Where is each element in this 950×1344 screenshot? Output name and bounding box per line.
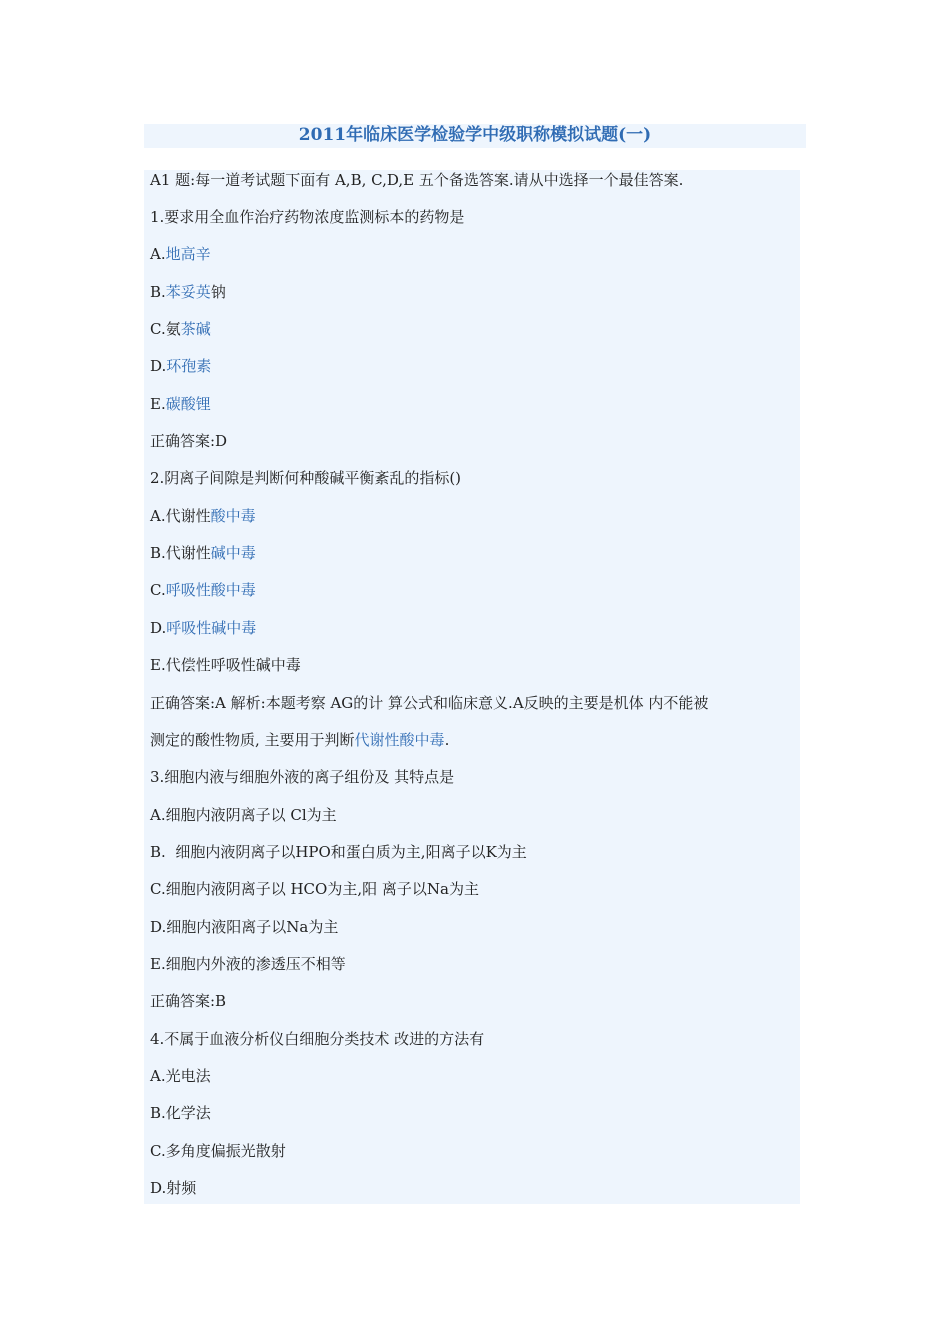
q1-option-a — [150, 243, 211, 265]
q1-option-b — [150, 281, 226, 303]
q3-answer: 正确答案:B — [150, 992, 227, 1010]
question-1-stem: 1.要求用全血作治疗药物浓度监测标本的药物是 — [150, 208, 465, 226]
link-respiratory-alkalosis[interactable]: 呼吸性碱中毒 — [166, 619, 257, 637]
link-theophylline[interactable]: 茶碱 — [180, 320, 211, 338]
q2-answer-line-2-prefix: 测定的酸性物质, 主要用于判断 — [150, 731, 355, 749]
q3-option-e: E.细胞内外液的渗透压不相等 — [150, 955, 346, 973]
q3-option-c: C.细胞内液阴离子以 HCO为主,阳 离子以Na为主 — [150, 880, 479, 898]
q1-option-e-prefix: E. — [150, 395, 166, 413]
link-alkalosis[interactable]: 碱中毒 — [210, 544, 256, 562]
q2-option-d-prefix: D. — [150, 619, 167, 637]
q4-option-a: A.光电法 — [150, 1067, 211, 1085]
link-respiratory-acidosis[interactable]: 呼吸性酸中毒 — [165, 581, 256, 599]
q4-option-c: C.多角度偏振光散射 — [150, 1142, 286, 1160]
link-cyclosporine[interactable]: 环孢素 — [166, 357, 212, 375]
q1-option-c-prefix: C.氨 — [150, 320, 181, 338]
q3-option-a: A.细胞内液阴离子以 Cl为主 — [150, 806, 337, 824]
q2-option-c-prefix: C. — [150, 581, 166, 599]
q2-answer-line-2-suffix: . — [444, 731, 450, 749]
q2-answer-line-2 — [150, 729, 449, 751]
q4-option-d: D.射频 — [150, 1179, 197, 1197]
link-digoxin[interactable]: 地高辛 — [165, 245, 211, 263]
q2-option-b — [150, 542, 256, 564]
q1-option-c — [150, 318, 211, 340]
q4-option-b: B.化学法 — [150, 1104, 211, 1122]
question-4-stem: 4.不属于血液分析仪白细胞分类技术 改进的方法有 — [150, 1030, 485, 1048]
q2-answer-line-1: 正确答案:A 解析:本题考察 AG的计 算公式和临床意义.A反映的主要是机体 内不能被 — [150, 694, 709, 712]
q2-option-d — [150, 617, 256, 639]
q2-option-a — [150, 505, 256, 527]
q1-option-b-prefix: B. — [150, 283, 166, 301]
instructions: A1 题:每一道考试题下面有 A,B, C,D,E 五个备选答案.请从中选择一个最佳答案. — [150, 171, 684, 189]
link-acidosis[interactable]: 酸中毒 — [210, 507, 256, 525]
link-metabolic-acidosis[interactable]: 代谢性酸中毒 — [354, 731, 445, 749]
q2-option-c — [150, 579, 256, 601]
q2-option-e: E.代偿性呼吸性碱中毒 — [150, 656, 301, 674]
q1-option-a-prefix: A. — [150, 245, 166, 263]
link-phenytoin[interactable]: 苯妥英 — [165, 283, 211, 301]
q1-option-b-suffix: 钠 — [210, 283, 226, 301]
q2-option-a-prefix: A.代谢性 — [150, 507, 211, 525]
question-3-stem: 3.细胞内液与细胞外液的离子组份及 其特点是 — [150, 768, 455, 786]
page-title: 2011年临床医学检验学中级职称模拟试题(一) — [298, 125, 652, 145]
q1-option-d — [150, 355, 211, 377]
q1-option-d-prefix: D. — [150, 357, 167, 375]
link-lithium-carbonate[interactable]: 碳酸锂 — [165, 395, 211, 413]
q1-answer: 正确答案:D — [150, 432, 228, 450]
q2-option-b-prefix: B.代谢性 — [150, 544, 211, 562]
q1-option-e — [150, 393, 211, 415]
q3-option-d: D.细胞内液阳离子以Na为主 — [150, 918, 339, 936]
q3-option-b: B. 细胞内液阴离子以HPO和蛋白质为主,阳离子以K为主 — [150, 843, 527, 861]
question-2-stem: 2.阴离子间隙是判断何种酸碱平衡紊乱的指标() — [150, 469, 462, 487]
